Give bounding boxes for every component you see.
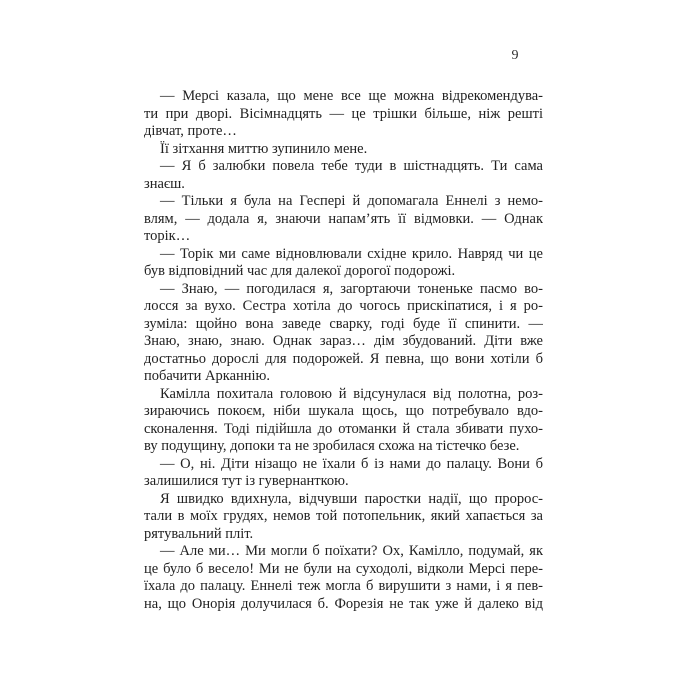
text-line: — О, ні. Діти нізащо не їхали б із нами до палацу. Вони б — [160, 455, 543, 472]
text-line: зуміла: щойно вона заведе сварку, годі буде її спинити. — — [144, 315, 543, 332]
text-line: ти при дворі. Вісімнадцять — це трішки більше, ніж решті — [144, 105, 543, 122]
paragraph — [144, 543, 543, 613]
paragraph — [144, 141, 543, 159]
text-line: Я швидко вдихнула, відчувши паростки надії, що пророс- — [160, 490, 543, 507]
text-line: лосся за вухо. Сестра хотіла до чогось прискіпатися, і я ро- — [144, 298, 543, 314]
paragraph — [144, 88, 543, 141]
text-line: торік… — [144, 228, 191, 244]
paragraph — [144, 193, 543, 246]
text-line: на, що Онорія долучилася б. Форезія не так уже й далеко від — [144, 595, 543, 612]
text-line: зираючись покоєм, ніби шукала щось, що потребувало вдо- — [144, 403, 543, 419]
text-line: достатньо дорослі для подорожей. Я певна, що вони хотіли б — [144, 350, 543, 367]
text-line: — Я б залюбки повела тебе туди в шістнадцять. Ти сама — [160, 158, 543, 174]
paragraph — [144, 281, 543, 386]
text-line: рятувальний пліт. — [144, 525, 254, 542]
text-line: Знаю, знаю, знаю. Однак зараз… дім збудований. Діти вже — [144, 333, 543, 349]
text-line: влям, — додала я, знаючи напам’ять її відмовки. — Однак — [144, 210, 543, 227]
text-line: сконалення. Тоді підійшла до отоманки й стала збивати пухо- — [144, 420, 543, 437]
text-line: — Тільки я була на Геспері й допомагала Еннелі з немо- — [160, 193, 543, 209]
text-line: — Знаю, — погодилася я, загортаючи тоненьке пасмо во- — [160, 280, 543, 297]
text-line: Її зітхання миттю зупинило мене. — [160, 140, 368, 157]
text-line: — Мерсі казала, що мене все ще можна відрекомендува- — [160, 88, 543, 104]
text-line: знаєш. — [144, 175, 185, 192]
text-line: — Але ми… Ми могли б поїхати? Ох, Камілло, подумай, як — [160, 543, 543, 559]
paragraph — [144, 246, 543, 281]
text-line: тали в моїх грудях, немов той потопельник, який хапається за — [144, 508, 543, 524]
text-line: Камілла похитала головою й відсунулася від полотна, роз- — [160, 385, 543, 402]
paragraph — [144, 491, 543, 544]
text-line: це було б весело! Ми не були на суходолі, відколи Мерсі пере- — [144, 560, 543, 577]
page-number: 9 — [511, 48, 519, 63]
paragraph — [144, 386, 543, 456]
text-line: побачити Арканнію. — [144, 368, 271, 384]
text-line: залишилися тут із гувернанткою. — [144, 473, 349, 489]
paragraph — [144, 456, 543, 491]
text-line: був відповідний час для далекої дорогої подорожі. — [144, 263, 456, 279]
body-text — [144, 88, 543, 613]
text-line: їхала до палацу. Еннелі теж могла б вирушити з нами, і я пев- — [144, 578, 543, 594]
text-line: ву подущину, допоки та не зробилася схожа на тістечко безе. — [144, 438, 520, 454]
text-line: — Торік ми саме відновлювали східне крило. Навряд чи це — [160, 245, 543, 262]
text-line: дівчат, проте… — [144, 123, 237, 139]
paragraph — [144, 158, 543, 193]
